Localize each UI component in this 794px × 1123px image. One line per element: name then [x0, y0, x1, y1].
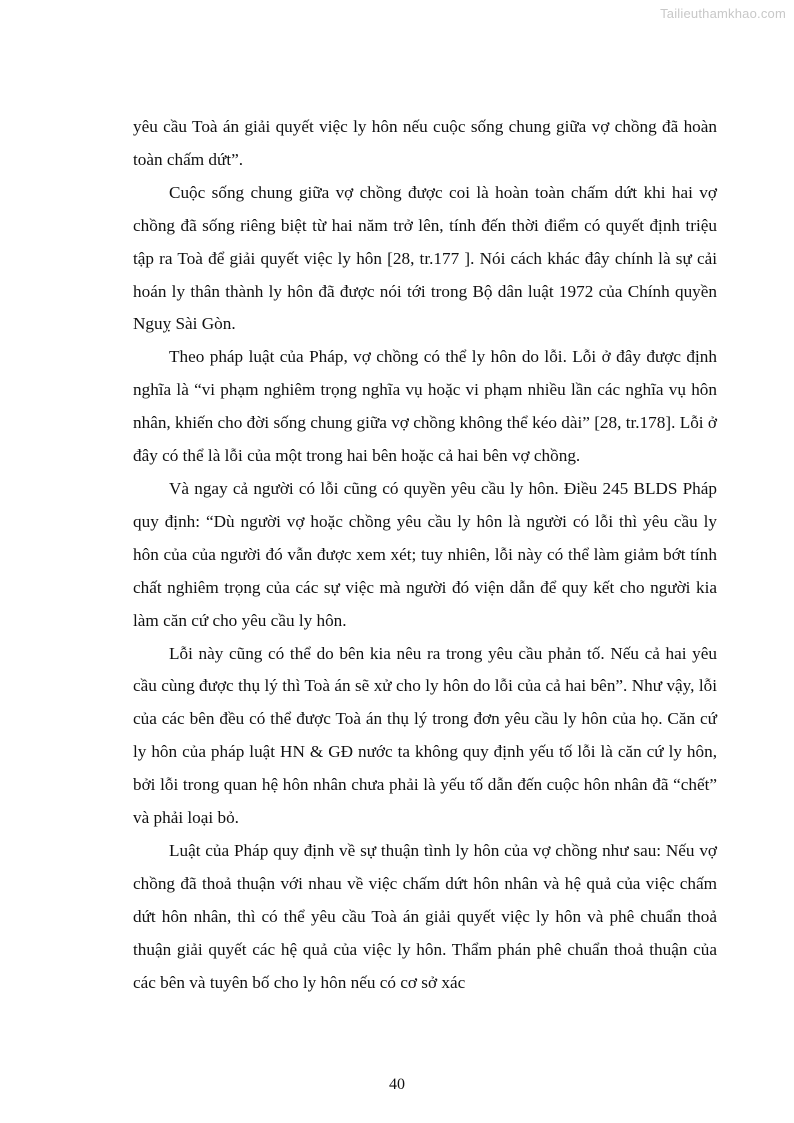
paragraph-6: Luật của Pháp quy định về sự thuận tình ly hôn của vợ chồng như sau: Nếu vợ chồng đã thoả thuận với nhau về việc chấm dứt hôn nhân và hệ quả của việc chấm dứt hôn nhân, thì có thể yêu cầu Toà án giải quyết việc ly hôn và phê chuẩn thoả thuận giải quyết các hệ quả của việc ly hôn. Thẩm phán phê chuẩn thoả thuận của các bên và tuyên bố cho ly hôn nếu có cơ sở xác: [133, 840, 717, 992]
paragraph-3: Theo pháp luật của Pháp, vợ chồng có thể ly hôn do lỗi. Lỗi ở đây được định nghĩa là “vi phạm nghiêm trọng nghĩa vụ hoặc vi phạm nhiều lần các nghĩa vụ hôn nhân, khiến cho đời sống chung giữa vợ chồng không thể kéo dài” [28, tr.178]. Lỗi ở đây có thể là lỗi của một trong hai bên hoặc cả hai bên vợ chồng.: [133, 347, 717, 466]
document-body: [133, 111, 717, 999]
page-number: 40: [389, 1076, 405, 1093]
watermark-text: Tailieuthamkhao.com: [660, 6, 786, 21]
paragraph-2: Cuộc sống chung giữa vợ chồng được coi là hoàn toàn chấm dứt khi hai vợ chồng đã sống riêng biệt từ hai năm trở lên, tính đến thời điểm có quyết định triệu tập ra Toà để giải quyết việc ly hôn [28, tr.177 ]. Nói cách khác đây chính là sự cải hoán ly thân thành ly hôn đã được nói tới trong Bộ dân luật 1972 của Chính quyền Nguỵ Sài Gòn.: [133, 182, 717, 334]
paragraph-5: Lỗi này cũng có thể do bên kia nêu ra trong yêu cầu phản tố. Nếu cả hai yêu cầu cùng được thụ lý thì Toà án sẽ xử cho ly hôn do lỗi của cả hai bên”. Như vậy, lỗi của các bên đều có thể được Toà án thụ lý trong đơn yêu cầu ly hôn của họ. Căn cứ ly hôn của pháp luật HN & GĐ nước ta không quy định yếu tố lỗi là căn cứ ly hôn, bởi lỗi trong quan hệ hôn nhân chưa phải là yếu tố dẫn đến cuộc hôn nhân đã “chết” và phải loại bỏ.: [133, 643, 717, 828]
paragraph-1: yêu cầu Toà án giải quyết việc ly hôn nếu cuộc sống chung giữa vợ chồng đã hoàn toàn chấm dứt”.: [133, 117, 717, 169]
paragraph-4: Và ngay cả người có lỗi cũng có quyền yêu cầu ly hôn. Điều 245 BLDS Pháp quy định: “Dù người vợ hoặc chồng yêu cầu ly hôn là người có lỗi thì yêu cầu ly hôn của của người đó vẫn được xem xét; tuy nhiên, lỗi này có thể làm giảm bớt tính chất nghiêm trọng của các sự việc mà người đó viện dẫn để quy kết cho người kia làm căn cứ cho yêu cầu ly hôn.: [133, 478, 717, 630]
